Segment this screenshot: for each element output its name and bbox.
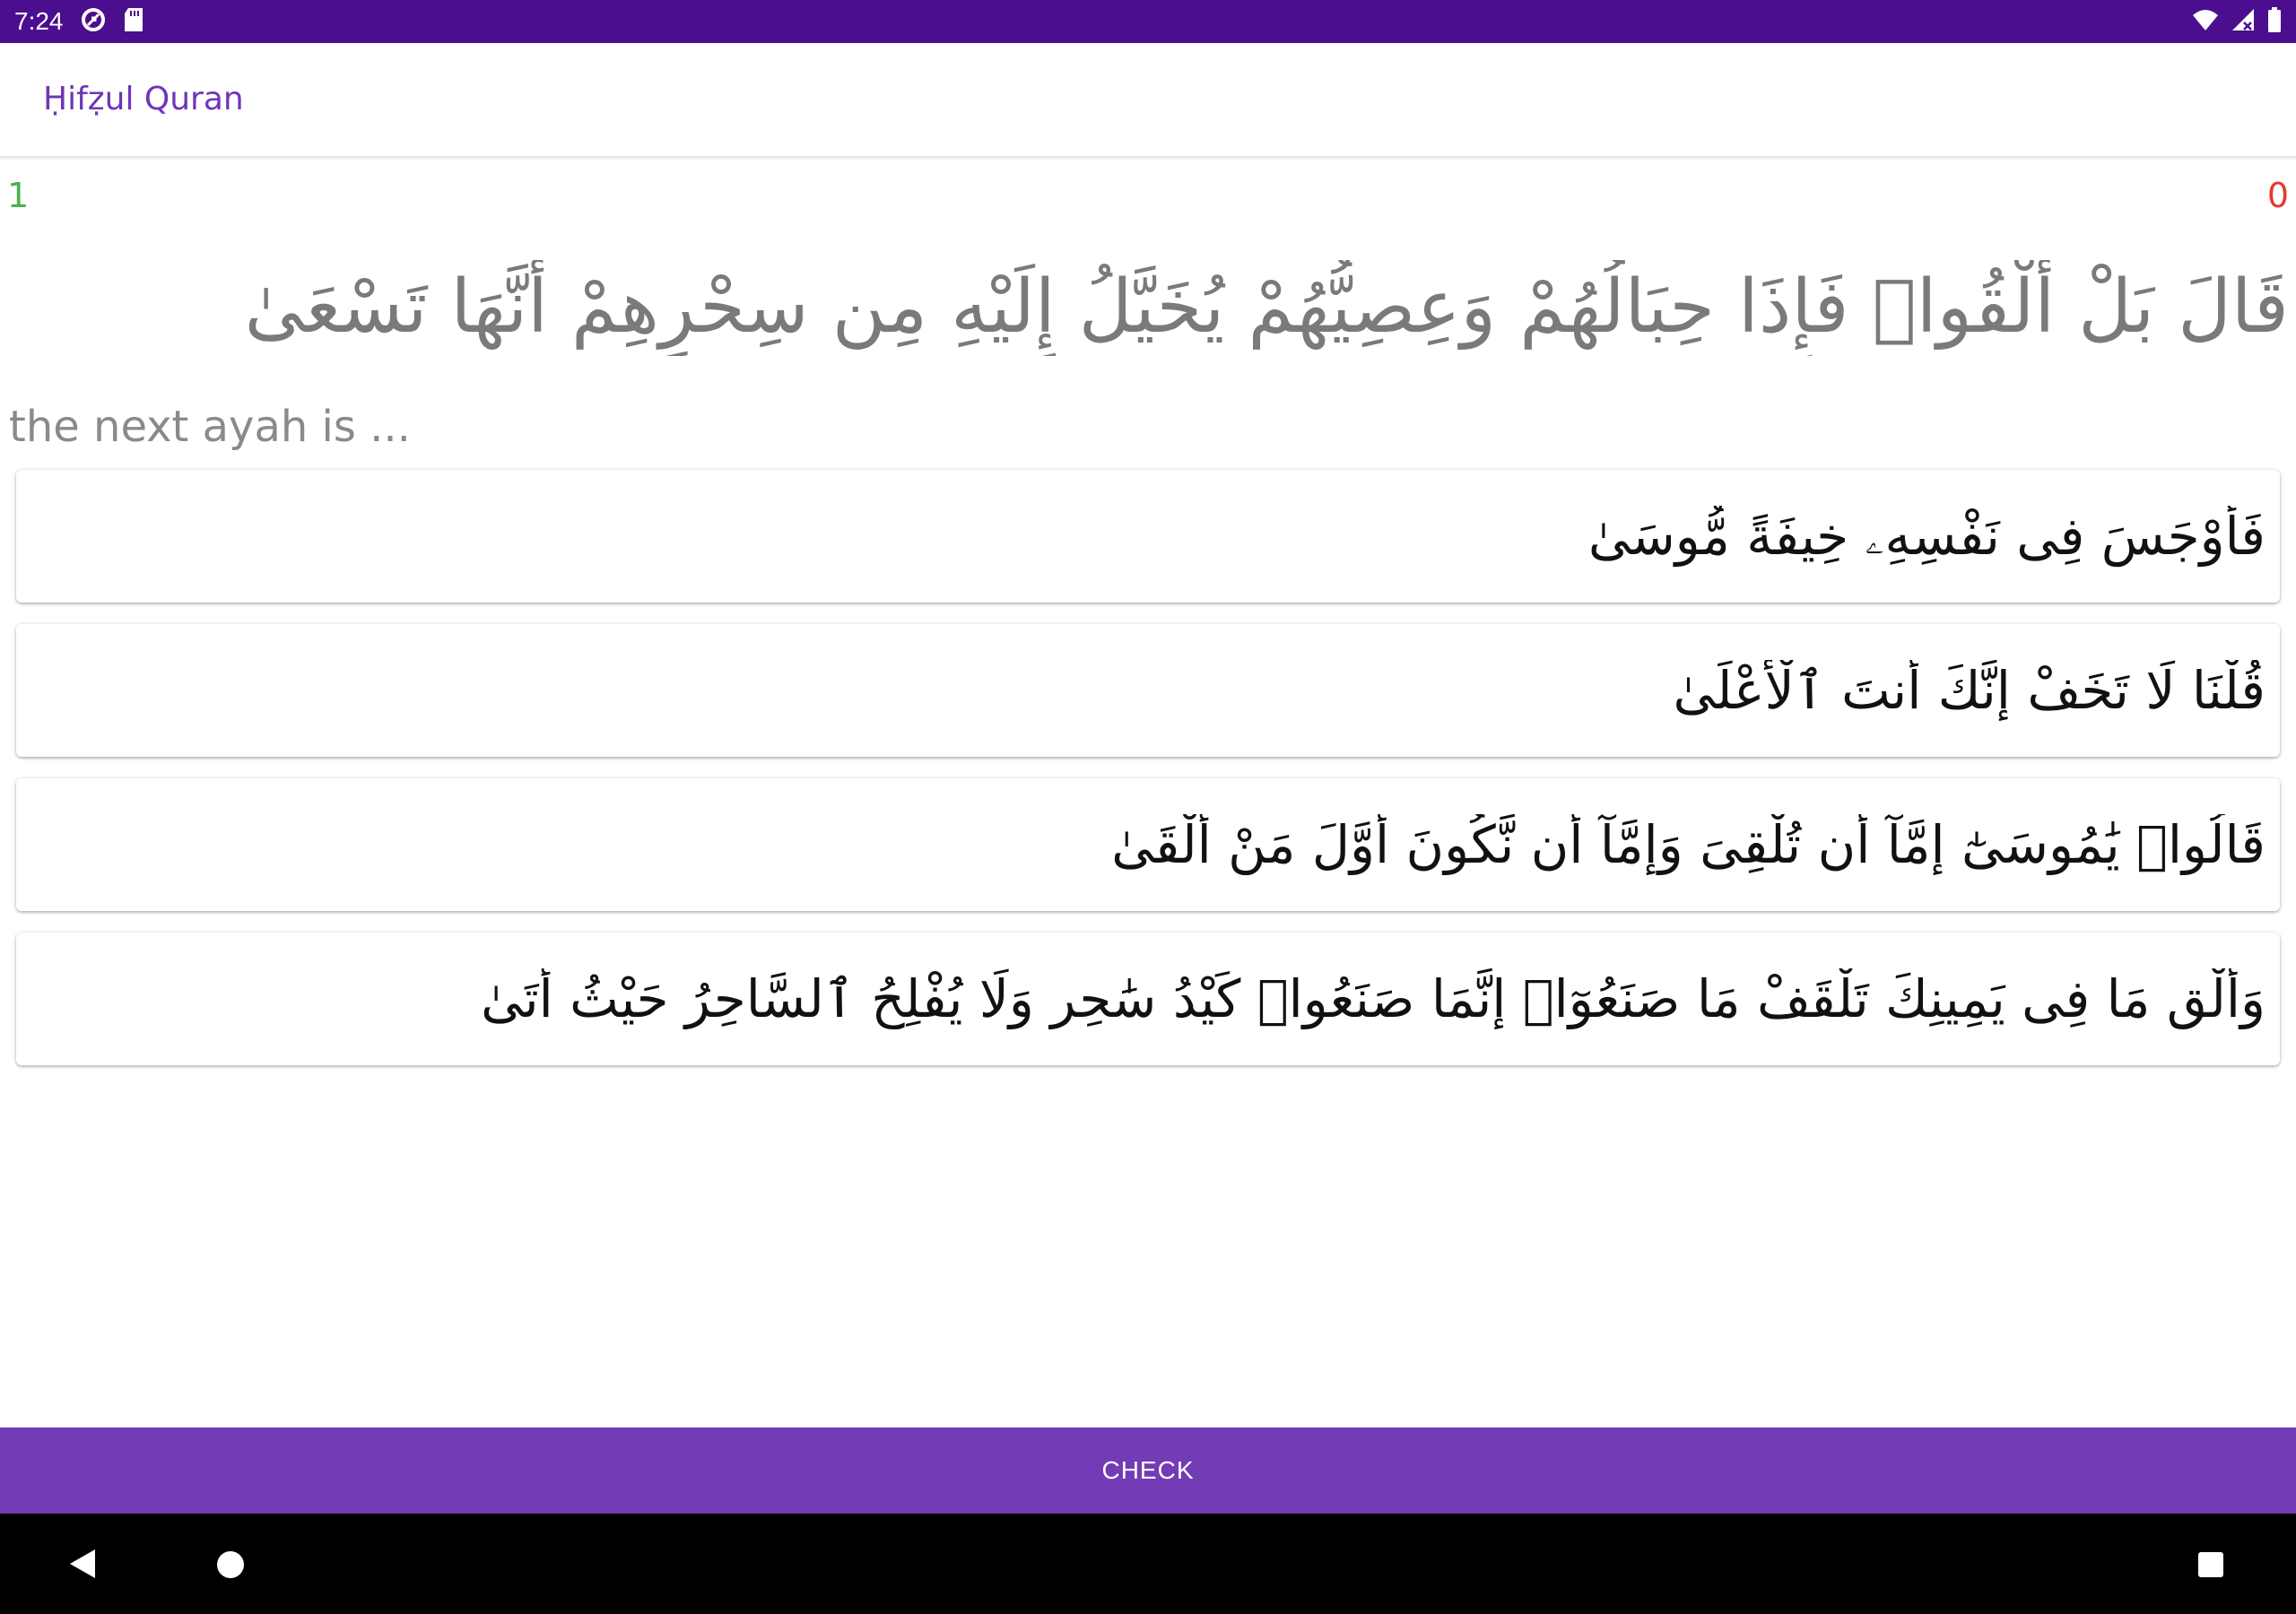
question-ayah: قَالَ بَلْ أَلْقُوا۟ فَإِذَا حِبَالُهُمْ وَعِصِيُّهُمْ يُخَيَّلُ إِلَيْهِ مِن سِحْرِهِمْ أَنَّهَا تَسْعَىٰ xyxy=(244,265,2289,350)
signal-icon xyxy=(2231,8,2255,35)
app-bar xyxy=(0,43,2296,158)
app-title: Ḥifẓul Quran xyxy=(43,81,244,117)
status-time: 7:24 xyxy=(14,7,64,35)
wifi-icon xyxy=(2192,8,2219,35)
check-button[interactable]: CHECK xyxy=(0,1427,2296,1514)
answer-option-2[interactable] xyxy=(16,624,2280,757)
correct-count: 1 xyxy=(7,176,30,215)
answer-option-4[interactable] xyxy=(16,933,2280,1065)
wrong-count: 0 xyxy=(2266,176,2289,215)
answer-option-3[interactable] xyxy=(16,778,2280,911)
answer-option-1[interactable] xyxy=(16,470,2280,603)
answer-option-text: قَالُوا۟ يَٰمُوسَىٰٓ إِمَّآ أَن تُلْقِىَ وَإِمَّآ أَن نَّكُونَ أَوَّلَ مَنْ أَلْقَىٰ xyxy=(1111,814,2266,875)
next-ayah-prompt: the next ayah is ... xyxy=(9,402,411,452)
recents-icon[interactable] xyxy=(2197,1551,2224,1582)
status-bar xyxy=(0,0,2296,43)
sd-card-icon xyxy=(123,6,144,37)
answer-option-text: فَأَوْجَسَ فِى نَفْسِهِۦ خِيفَةً مُّوسَىٰ xyxy=(1587,505,2266,567)
answer-option-text: وَأَلْقِ مَا فِى يَمِينِكَ تَلْقَفْ مَا صَنَعُوٓا۟ إِنَّمَا صَنَعُوا۟ كَيْدُ سَٰحِرٍ وَلَا يُفْلِحُ ٱلسَّاحِرُ حَيْثُ أَتَىٰ xyxy=(481,968,2266,1029)
answer-option-text: قُلْنَا لَا تَخَفْ إِنَّكَ أَنتَ ٱلْأَعْلَىٰ xyxy=(1673,660,2266,721)
status-bar-left xyxy=(14,6,144,37)
navigation-bar xyxy=(0,1514,2296,1614)
battery-icon xyxy=(2267,7,2282,36)
back-icon[interactable] xyxy=(66,1546,102,1585)
status-bar-right xyxy=(2192,7,2282,36)
home-icon[interactable] xyxy=(215,1549,246,1584)
data-saver-icon xyxy=(80,6,107,37)
